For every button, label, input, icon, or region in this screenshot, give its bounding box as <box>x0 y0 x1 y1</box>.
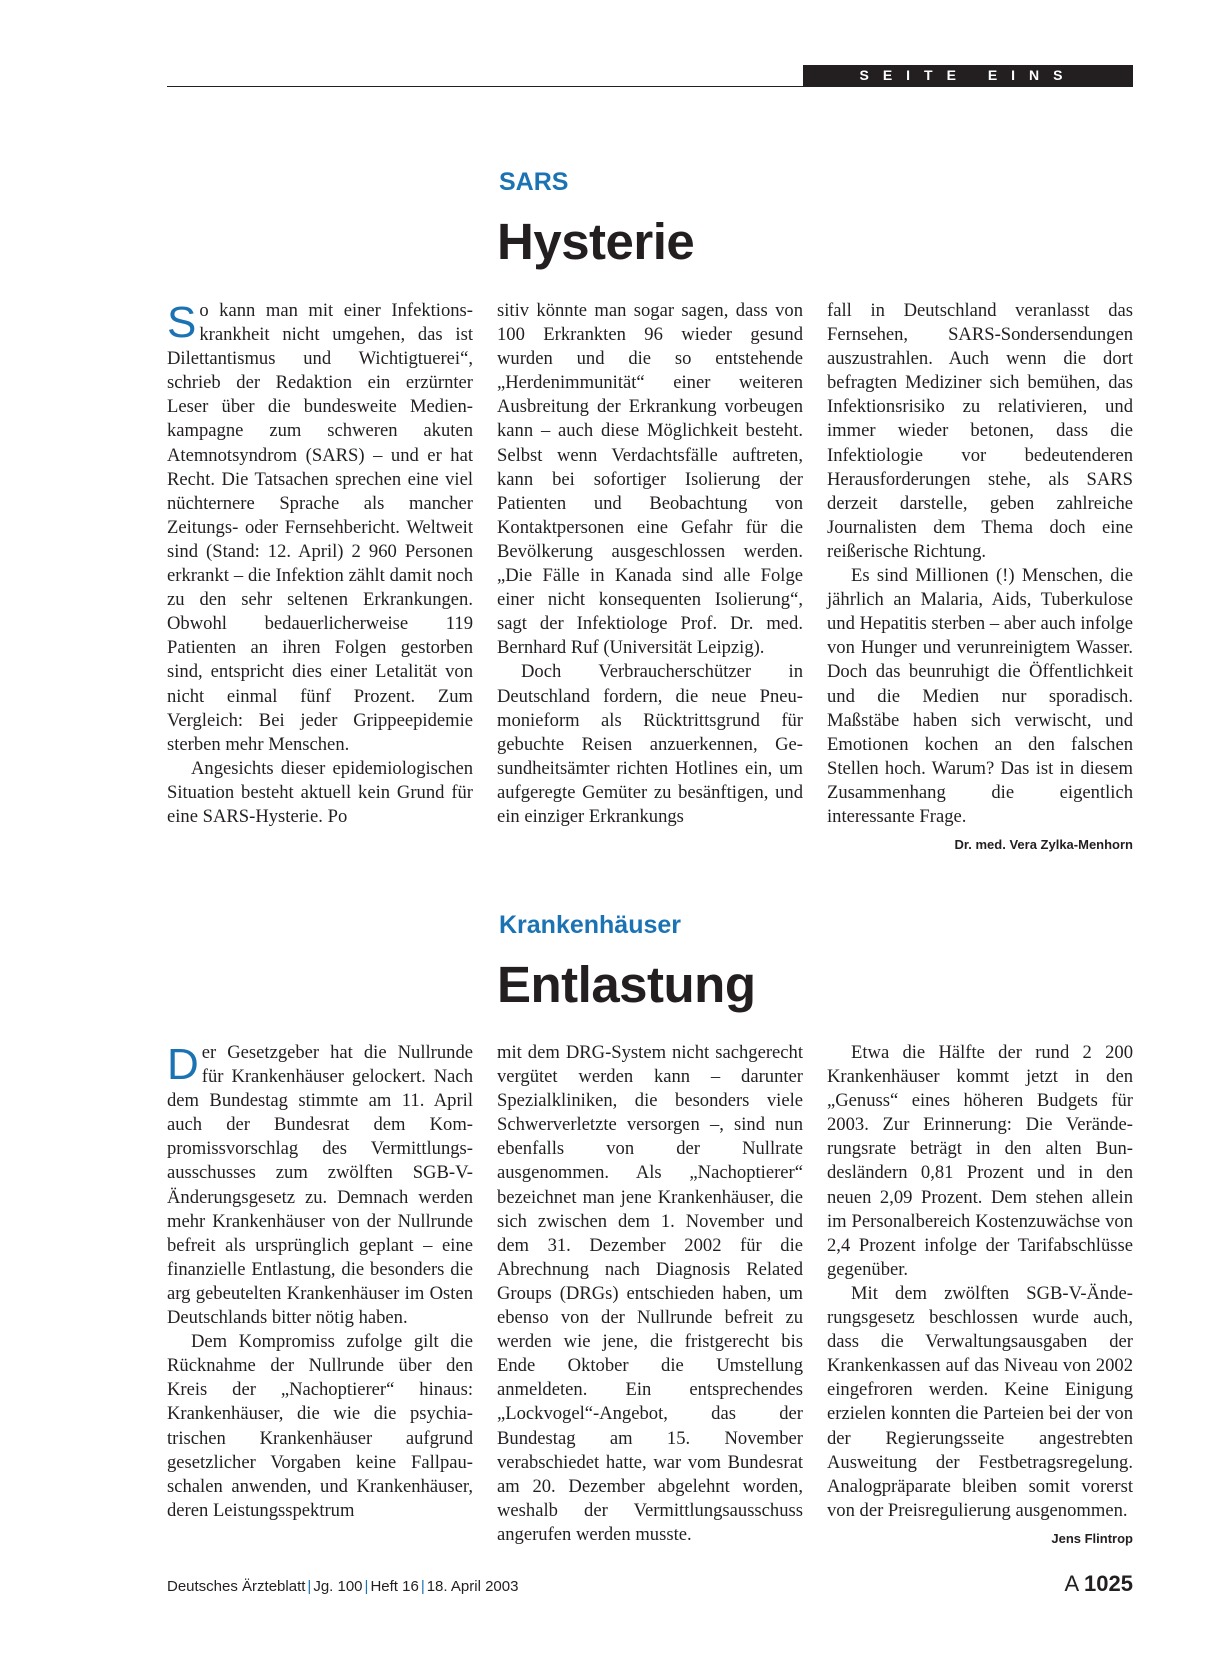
article1-col3-p2 <box>827 564 1133 853</box>
article2-column-2 <box>497 1041 803 1547</box>
article2-kicker: Krankenhäuser <box>499 911 682 939</box>
article1-col3-p1: fall in Deutschland veranlasst das Fernsehen, SARS-Sondersendungen auszustrahlen. Auch wenn die dort befragten Mediziner sich bemühen, das Infektionsrisiko zu relativieren, und immer wieder betonen, dass die Infektiologie vor bedeutenderen Herausforderungen stehe, als SARS derzeit darstelle, geben zahlreiche Journalisten dem Thema doch eine reißerische Richtung. <box>827 300 1133 562</box>
article1-column-2 <box>497 299 803 829</box>
article1-col2-p2: Doch Verbraucherschützer in Deutschland fordern, die neue Pneumonieform als Rücktrittsgrund für gebuchte Reisen anzuerkennen, Gesundheitsämter richten Hotlines ein, um aufgeregte Gemüter zu besänftigen, und ein einziger Erkrankungs <box>497 661 803 827</box>
dropcap: D <box>167 1040 199 1089</box>
journal-date: 18. April 2003 <box>426 1578 519 1595</box>
article1-column-3 <box>827 299 1133 857</box>
article1-headline: Hysterie <box>497 213 695 270</box>
article1-paragraph <box>167 299 473 757</box>
footer-separator: | <box>420 1578 425 1595</box>
page-number <box>1064 1571 1133 1597</box>
footer-separator: | <box>364 1578 369 1595</box>
article1-author: Dr. med. Vera Zylka-Menhorn <box>954 837 1133 853</box>
article2-col3-p1: Etwa die Hälfte der rund 2 200 Krankenhäuser kommt jetzt in den „Genuss“ eines höheren Budgets für 2003. Zur Erinnerung: Die Veränderungsrate beträgt in den alten Bundesländern 0,81 Prozent und in den neuen 2,09 Prozent. Dem stehen allein im Personalbereich Kostenzuwächse von 2,4 Prozent infolge der Tarifabschlüsse gegenüber. <box>827 1042 1133 1280</box>
article2-col2-p1: mit dem DRG-System nicht sachgerecht vergütet werden kann – darunter Spezialkliniken, die besonders viele Schwerverletzte versorgen –, sind nun ebenfalls von der Nullrate ausgenommen. Als „Nachoptierer“ bezeichnet man jene Krankenhäuser, die sich zwischen dem 1. November und dem 31. Dezember 2002 für die Abrechnung nach Diagnosis Related Groups (DRGs) entschieden haben, um ebenso von der Nullrunde befreit zu werden wie jene, die fristgerecht bis Ende Oktober die Umstellung anmeldeten. Ein entsprechendes „Lockvogel“-Angebot, das der Bundestag am 15. November verabschiedet hatte, war vom Bundesrat am 20. Dezember abgelehnt worden, weshalb der Vermittlungsausschuss angerufen werden musste. <box>497 1042 803 1545</box>
footer-separator: | <box>307 1578 312 1595</box>
article1-col1-p2: Angesichts dieser epidemiologischen Situation besteht aktuell kein Grund für eine SARS-Hysterie. Po <box>167 757 473 827</box>
page-prefix: A <box>1064 1571 1078 1596</box>
article2-col1-p2: Dem Kompromiss zufolge gilt die Rücknahme der Nullrunde über den Kreis der „Nachoptierer“ hinaus: Krankenhäuser, die wie die psychiatrischen Krankenhäuser aufgrund gesetzlicher Vorgaben keine Fallpauschalen anwenden, und Krankenhäuser, deren Leistungsspektrum <box>167 1331 473 1521</box>
article1-col1-text: o kann man mit einer Infektionskrankheit nicht umgehen, das ist Dilettantismus und Wichtigtuerei“, schrieb der Redaktion ein erzürnter Leser über die bundesweite Medienkampagne zum schweren akuten Atemnotsyndrom (SARS) – und er hat Recht. Die Tatsachen sprechen eine viel nüchternere Sprache als mancher Zeitungs- oder Fernsehbericht. Weltweit sind (Stand: 12. April) 2 960 Personen erkrankt – die Infektion zählt damit noch zu den sehr seltenen Erkrankungen. Obwohl bedauerlicherweise 119 Patienten an ihren Folgen gestorben sind, entspricht dies einer Letalität von nicht einmal fünf Prozent. Zum Vergleich: Bei jeder Grippeepidemie sterben mehr Menschen. <box>167 300 473 755</box>
article2-col3-p2 <box>827 1282 1133 1546</box>
article2-column-1 <box>167 1041 473 1523</box>
article1-kicker: SARS <box>499 168 569 196</box>
article2-paragraph <box>167 1041 473 1330</box>
dropcap: S <box>167 298 197 347</box>
article2-author: Jens Flintrop <box>1051 1530 1133 1546</box>
journal-name: Deutsches Ärzteblatt <box>167 1578 306 1595</box>
header-rule <box>167 86 1133 87</box>
journal-issue: Heft 16 <box>370 1578 419 1595</box>
article1-col2-p1: sitiv könnte man sogar sagen, dass von 100 Erkrankten 96 wieder gesund wurden und die so entstehende „Herdenimmunität“ einer weiteren Ausbreitung der Erkrankung vorbeugen kann – auch diese Möglichkeit besteht. Selbst wenn Verdachtsfälle auftreten, kann bei sofortiger Isolierung der Patienten und Beobachtung von Kontaktpersonen eine Gefahr für die Bevölkerung ausgeschlossen werden. „Die Fälle in Kanada sind alle Folge einer nicht konsequenten Isolierung“, sagt der Infektiologe Prof. Dr. med. Bernhard Ruf (Universität Leipzig). <box>497 300 803 659</box>
article2-column-3 <box>827 1041 1133 1551</box>
article1-column-1 <box>167 299 473 829</box>
article2-col1-text: er Gesetzgeber hat die Nullrunde für Krankenhäuser gelockert. Nach dem Bundestag stimmte am 11. April auch der Bundesrat dem Kompromissvorschlag des Vermittlungsausschusses zum zwölften SGB-V-Änderungsgesetz zu. Demnach werden mehr Krankenhäuser von der Nullrunde befreit als ursprünglich geplant – eine finanzielle Entlastung, die besonders die arg gebeutelten Krankenhäuser im Osten Deutschlands bitter nötig haben. <box>167 1042 473 1329</box>
article2-headline: Entlastung <box>497 956 756 1013</box>
article2-col3-p2-text: Mit dem zwölften SGB-V-Änderungsgesetz beschlossen wurde auch, dass die Verwaltungsausgaben der Krankenkassen auf das Niveau von 2002 eingefroren werden. Keine Einigung erzielen konnten die Parteien bei der von der Regierungsseite angestrebten Ausweitung der Festbetragsregelung. Analogpräparate bleiben somit vorerst von der Preisregulierung ausgenommen. <box>827 1282 1133 1521</box>
footer-citation <box>167 1578 518 1595</box>
section-label: SEITE EINS <box>803 65 1133 86</box>
page-number-value: 1025 <box>1084 1571 1133 1596</box>
journal-volume: Jg. 100 <box>313 1578 363 1595</box>
article1-col3-p2-text: Es sind Millionen (!) Menschen, die jährlich an Malaria, Aids, Tuberkulose und Hepatitis sterben – aber auch infolge von Hunger und verunreinigtem Wasser. Doch das beunruhigt die Öffentlichkeit und die Medien nur sporadisch. Maßstäbe haben sich verwischt, und Emotionen kochen an den falschen Stellen hoch. Warum? Das ist in diesem Zusammenhang die eigentlich interessante Frage. <box>827 565 1133 827</box>
